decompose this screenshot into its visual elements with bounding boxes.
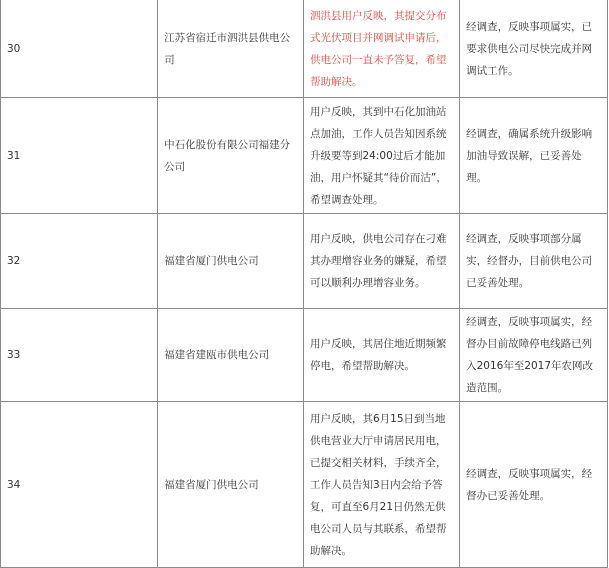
table-row (1, 0, 608, 98)
issue-description: 用户反映，其到中石化加油站点加油，工作人员告知因系统升级要等到24:00过后才能加油，用户怀疑其“待价而沽”，希望调查处理。 (303, 98, 459, 214)
row-number: 32 (1, 214, 158, 309)
table-row (1, 402, 608, 568)
responsible-unit: 中石化股份有限公司福建分公司 (158, 98, 304, 214)
row-number: 34 (1, 402, 158, 568)
responsible-unit: 福建省厦门供电公司 (158, 214, 304, 309)
responsible-unit: 江苏省宿迁市泗洪县供电公司 (158, 0, 304, 98)
row-number: 31 (1, 98, 158, 214)
handling-result: 经调查，反映事项属实，经督办已妥善处理。 (460, 402, 608, 568)
issue-description: 用户反映，其居住地近期频繁停电，希望帮助解决。 (303, 309, 459, 402)
row-number: 30 (1, 0, 158, 98)
handling-result: 经调查，反映事项属实，经督办目前故障停电线路已列入2016年至2017年农网改造范围。 (460, 309, 608, 402)
responsible-unit: 福建省建瓯市供电公司 (158, 309, 304, 402)
row-number: 33 (1, 309, 158, 402)
issue-description: 用户反映，供电公司存在刁难其办理增容业务的嫌疑，希望可以顺利办理增容业务。 (303, 214, 459, 309)
table-row (1, 214, 608, 309)
table-row (1, 309, 608, 402)
handling-result: 经调查，反映事项属实，已要求供电公司尽快完成并网调试工作。 (460, 0, 608, 98)
responsible-unit: 福建省厦门供电公司 (158, 402, 304, 568)
issue-description: 泗洪县用户反映，其提交分布式光伏项目并网调试申请后，供电公司一直未予答复，希望帮助解决。 (303, 0, 459, 98)
handling-result: 经调查，反映事项部分属实，经督办，目前供电公司已妥善处理。 (460, 214, 608, 309)
issue-description: 用户反映，其6月15日到当地供电营业大厅申请居民用电，已提交相关材料，手续齐全，工作人员告知3日内会给予答复，可直至6月21日仍然无供电公司人员与其联系，希望帮助解决。 (303, 402, 459, 568)
handling-result: 经调查，确属系统升级影响加油导致误解，已妥善处理。 (460, 98, 608, 214)
table-row (1, 98, 608, 214)
